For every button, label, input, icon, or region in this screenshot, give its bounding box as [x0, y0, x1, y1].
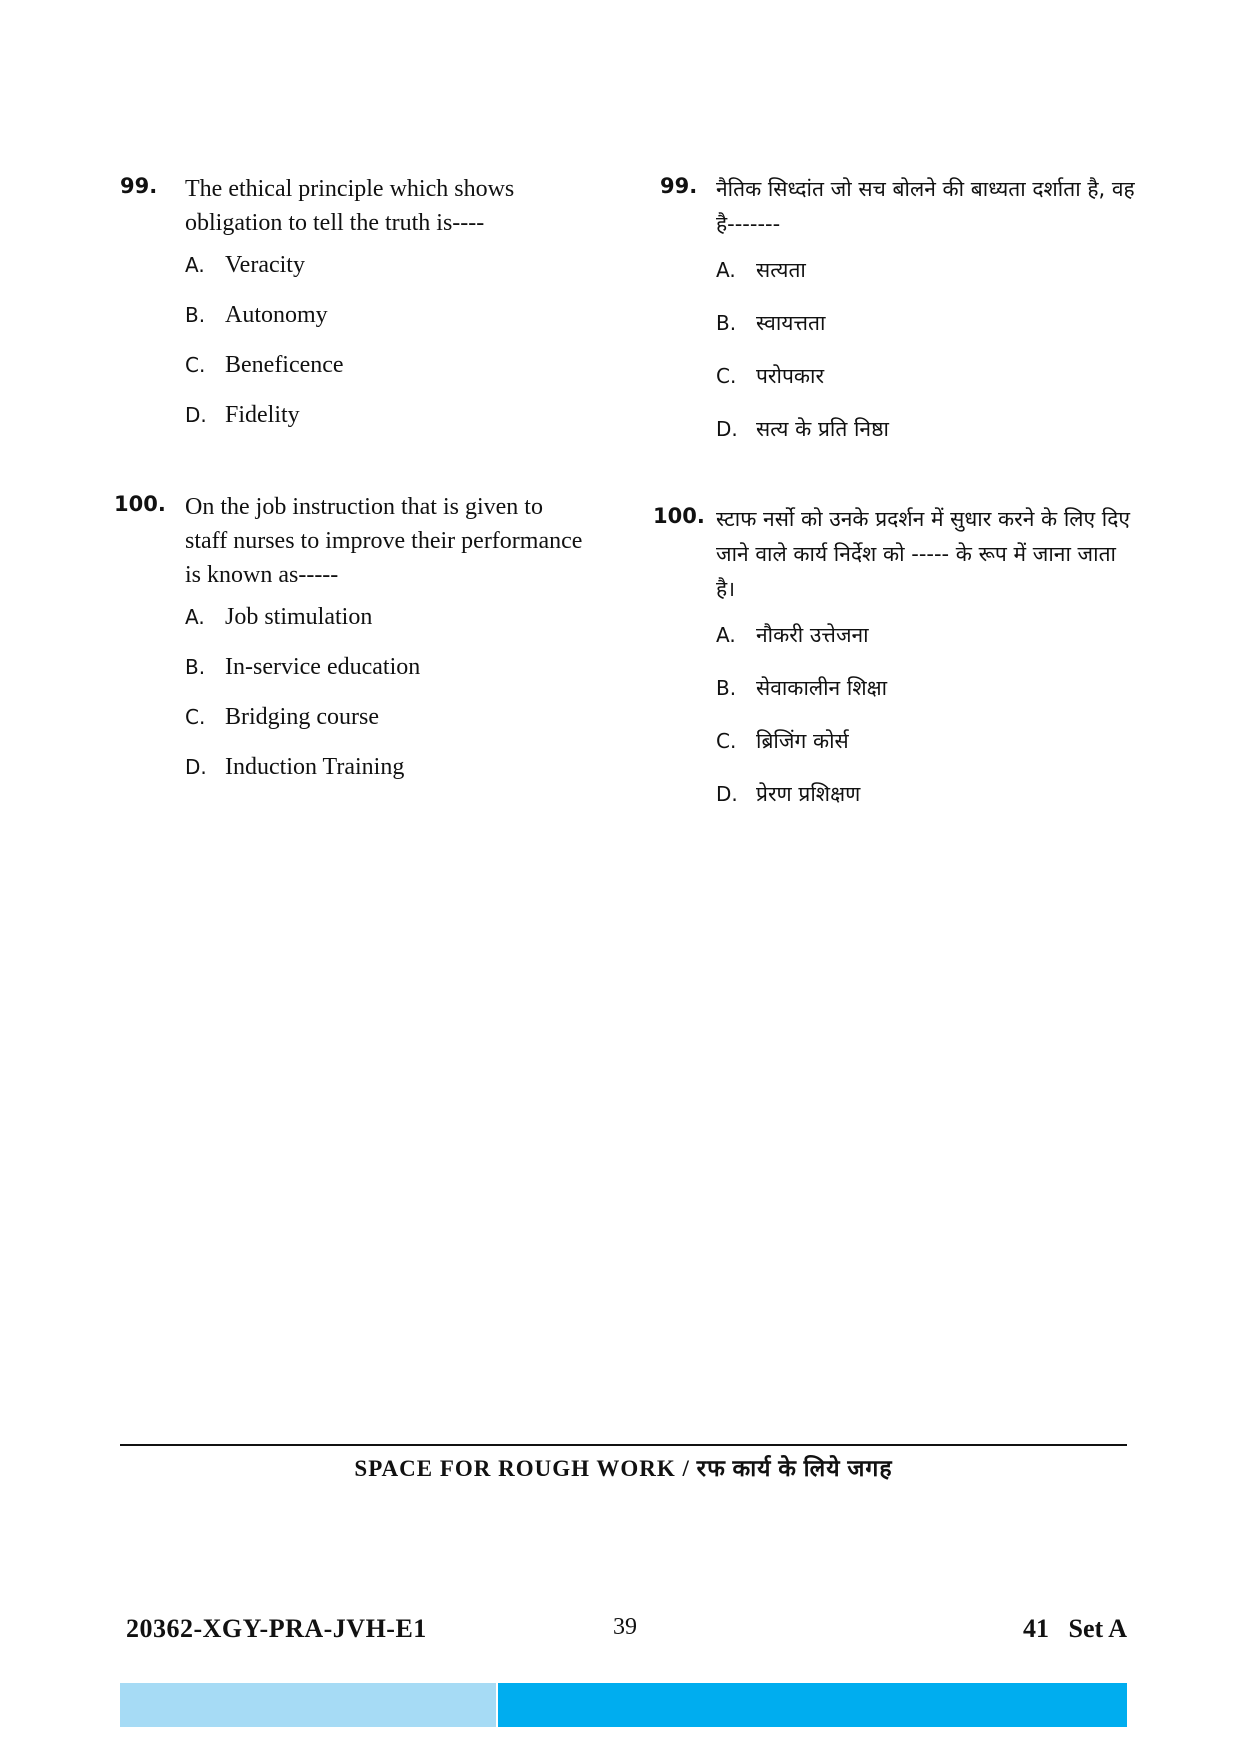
- option-text: In-service education: [225, 654, 421, 680]
- option-letter: A.: [185, 605, 205, 629]
- option-letter: A.: [716, 623, 736, 647]
- option-text: सेवाकालीन शिक्षा: [756, 676, 888, 700]
- option-letter: D.: [185, 403, 207, 427]
- question-number: 100.: [653, 504, 705, 528]
- question-100-en: [114, 490, 590, 804]
- rough-work-divider: [120, 1444, 1127, 1446]
- option-letter: A.: [185, 253, 205, 277]
- question-text: On the job instruction that is given to staff nurses to improve their performance is known as-----: [185, 494, 583, 588]
- option-b: [185, 302, 590, 352]
- option-list: [716, 256, 1140, 468]
- option-list: [185, 252, 590, 452]
- question-text: The ethical principle which shows obligation to tell the truth is----: [185, 176, 515, 236]
- option-text: Fidelity: [225, 402, 300, 428]
- option-letter: C.: [716, 364, 737, 388]
- option-letter: B.: [716, 311, 737, 335]
- option-letter: B.: [185, 655, 206, 679]
- option-a: [185, 252, 590, 302]
- option-text: स्वायत्तता: [756, 311, 826, 335]
- option-b: [185, 654, 590, 704]
- option-letter: D.: [716, 782, 738, 806]
- option-text: Veracity: [225, 252, 305, 278]
- paper-code: 20362-XGY-PRA-JVH-E1: [126, 1614, 427, 1643]
- footer-bar-dark: [498, 1683, 1127, 1727]
- option-list: [716, 621, 1140, 833]
- option-c: [716, 362, 1140, 415]
- option-text: Beneficence: [225, 352, 344, 378]
- option-d: [716, 415, 1140, 468]
- question-text: स्टाफ नर्सो को उनके प्रदर्शन में सुधार करने के लिए दिए जाने वाले कार्य निर्देश को ----- के रूप में जाना जाता है।: [716, 507, 1131, 601]
- option-letter: D.: [185, 755, 207, 779]
- option-letter: A.: [716, 258, 736, 282]
- question-number: 100.: [114, 492, 166, 516]
- page-number: 39: [613, 1614, 637, 1640]
- option-a: [716, 256, 1140, 309]
- set-label: 41 Set A: [1023, 1614, 1127, 1643]
- rough-work-label: SPACE FOR ROUGH WORK / रफ कार्य के लिये जगह: [354, 1456, 893, 1481]
- option-letter: D.: [716, 417, 738, 441]
- question-99-hi: [650, 172, 1140, 468]
- option-list: [185, 604, 590, 804]
- option-letter: C.: [185, 705, 206, 729]
- question-number: 99.: [120, 174, 158, 198]
- question-99-en: [120, 172, 590, 452]
- option-d: [185, 754, 590, 804]
- english-column: [114, 172, 590, 804]
- option-letter: B.: [716, 676, 737, 700]
- option-c: [185, 352, 590, 402]
- option-c: [185, 704, 590, 754]
- option-letter: C.: [716, 729, 737, 753]
- option-a: [185, 604, 590, 654]
- question-number: 99.: [660, 174, 698, 198]
- option-c: [716, 727, 1140, 780]
- option-text: Autonomy: [225, 302, 328, 328]
- option-a: [716, 621, 1140, 674]
- option-letter: C.: [185, 353, 206, 377]
- option-text: सत्यता: [756, 258, 806, 282]
- footer-bar-light: [120, 1683, 496, 1727]
- option-text: परोपकार: [756, 364, 825, 388]
- option-text: Bridging course: [225, 704, 379, 730]
- option-b: [716, 674, 1140, 727]
- option-d: [716, 780, 1140, 833]
- hindi-column: [650, 172, 1140, 833]
- option-letter: B.: [185, 303, 206, 327]
- option-text: सत्य के प्रति निष्ठा: [756, 417, 889, 441]
- option-d: [185, 402, 590, 452]
- question-100-hi: [650, 502, 1140, 833]
- option-text: नौकरी उत्तेजना: [756, 623, 869, 647]
- option-text: प्रेरण प्रशिक्षण: [756, 782, 861, 806]
- option-b: [716, 309, 1140, 362]
- question-text: नैतिक सिध्दांत जो सच बोलने की बाध्यता दर्शाता है, वह है-------: [716, 177, 1135, 236]
- option-text: Induction Training: [225, 754, 405, 780]
- option-text: ब्रिजिंग कोर्स: [756, 729, 849, 753]
- option-text: Job stimulation: [225, 604, 373, 630]
